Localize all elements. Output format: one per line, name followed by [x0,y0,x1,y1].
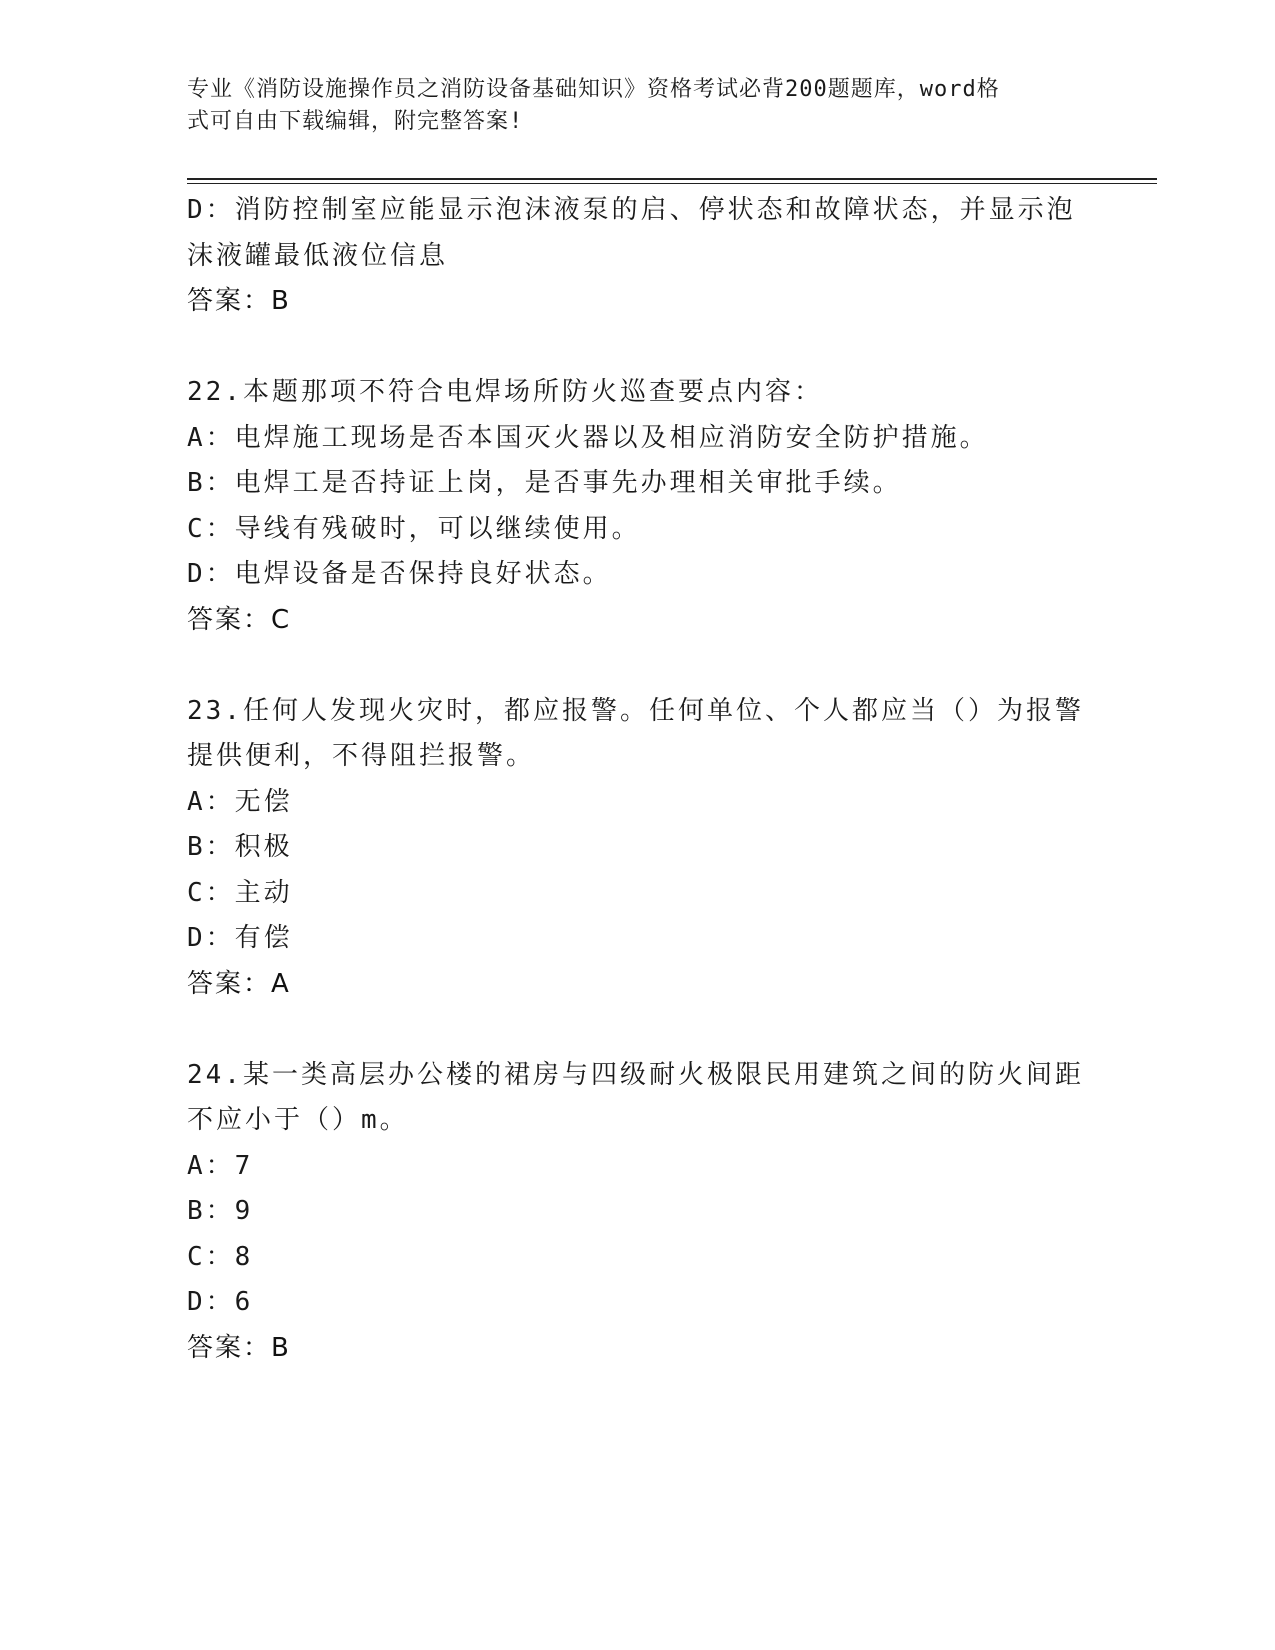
option-b: B：电焊工是否持证上岗，是否事先办理相关审批手续。 [187,468,902,498]
option-d-line2: 沫液罐最低液位信息 [187,240,449,271]
question-block-24 [187,1053,1084,1372]
question-stem-line1: 24.某一类高层办公楼的裙房与四级耐火极限民用建筑之间的防火间距 [187,1059,1084,1090]
answer-line: 答案：B [187,1332,291,1363]
answer-line: 答案：A [187,968,291,999]
option-c: C：导线有残破时，可以继续使用。 [187,513,641,544]
option-d: D：电焊设备是否保持良好状态。 [187,559,612,589]
option-c: C：主动 [187,877,293,908]
question-stem-line2: 提供便利，不得阻拦报警。 [187,741,536,771]
question-list [187,188,1084,1371]
spacer [187,1007,1077,1053]
spacer [187,325,1077,371]
header-title-line1: 专业《消防设施操作员之消防设备基础知识》资格考试必背200题题库，word格 [187,77,1000,102]
option-b: B：积极 [187,832,293,862]
answer-line: 答案：B [187,286,291,316]
option-c: C：8 [187,1241,254,1272]
question-block-23 [187,689,1084,1008]
option-a: A：无偿 [187,786,293,817]
question-stem: 22.本题那项不符合电焊场所防火巡查要点内容： [187,377,823,407]
option-d: D：有偿 [187,923,293,953]
answer-line: 答案：C [187,604,292,635]
header-divider-thin [187,183,1157,184]
document-header [187,74,1067,138]
header-title-line2: 式可自由下载编辑，附完整答案! [187,109,524,134]
question-stem-line2: 不应小于（）m。 [187,1105,409,1135]
spacer [187,643,1077,689]
option-d-line1: D：消防控制室应能显示泡沫液泵的启、停状态和故障状态，并显示泡 [187,195,1076,225]
option-a: A：7 [187,1150,254,1181]
question-block-22 [187,370,1077,643]
question-stem-line1: 23.任何人发现火灾时，都应报警。任何单位、个人都应当（）为报警 [187,695,1084,726]
question-block-previous [187,188,1077,325]
option-b: B：9 [187,1196,254,1226]
option-a: A：电焊施工现场是否本国灭火器以及相应消防安全防护措施。 [187,422,989,453]
option-d: D：6 [187,1287,254,1317]
header-divider-thick [187,178,1157,180]
